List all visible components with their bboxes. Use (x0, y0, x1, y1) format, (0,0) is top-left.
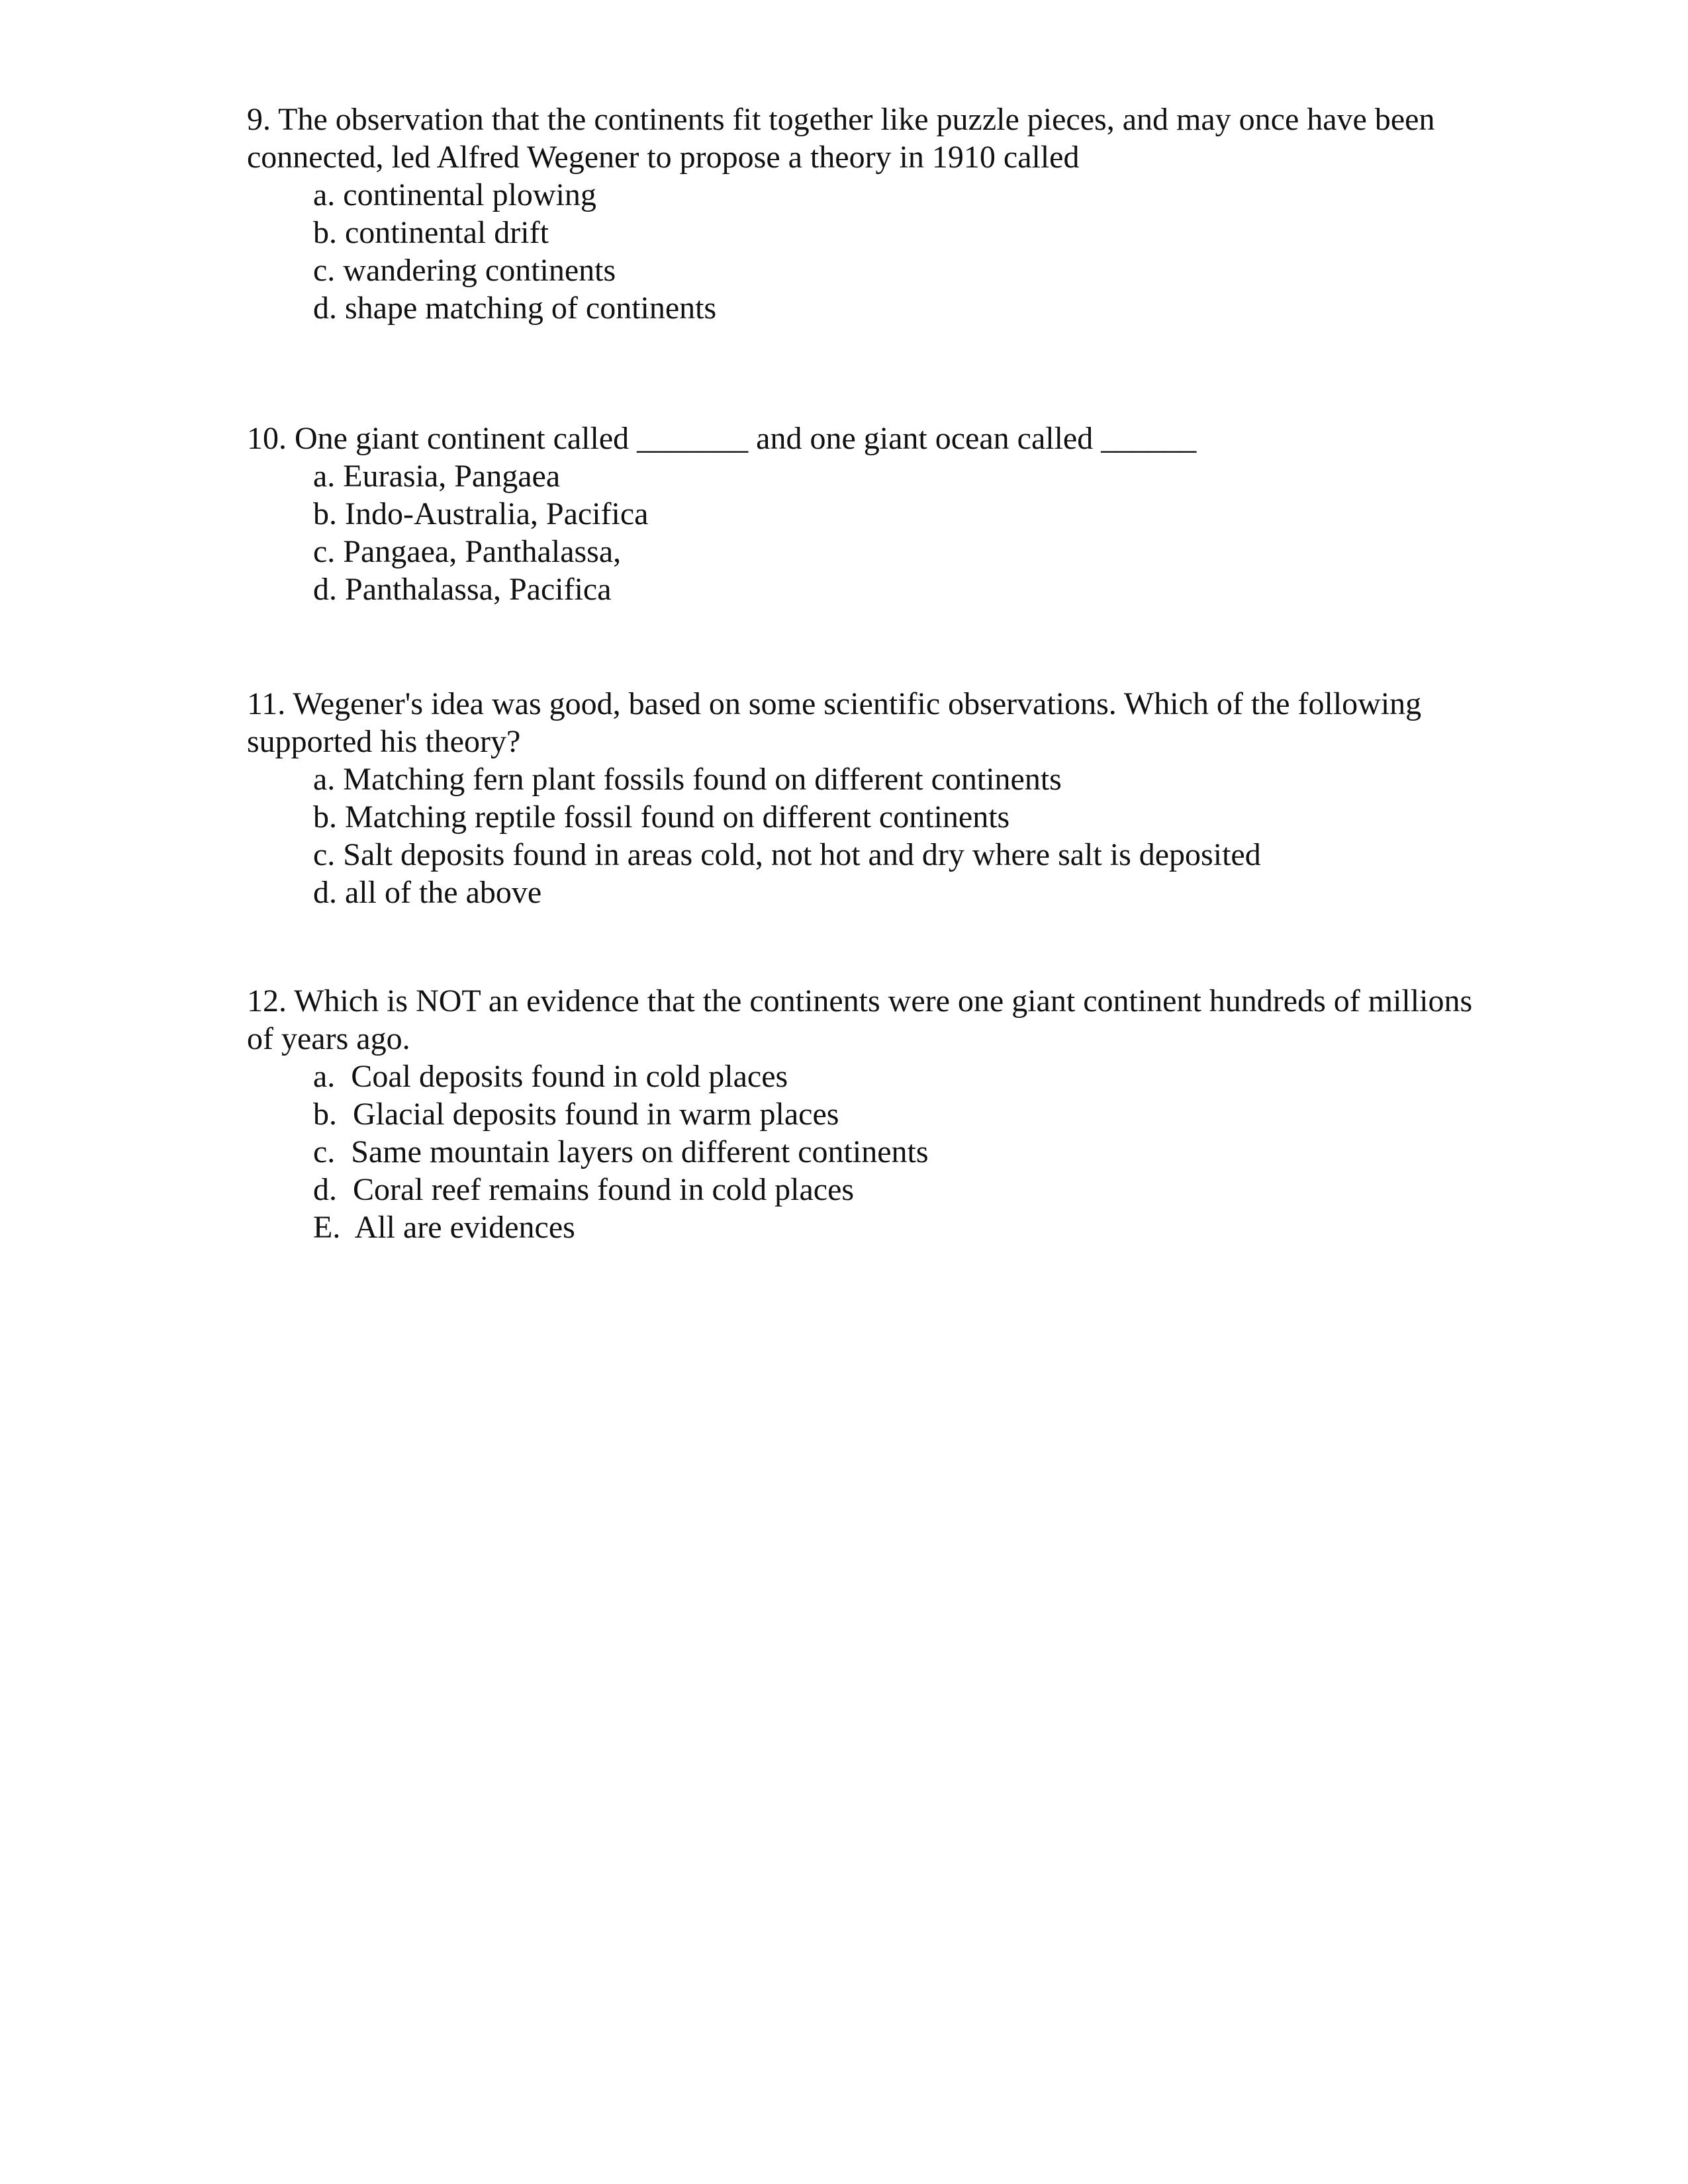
answer-options (247, 760, 1505, 911)
question-text: 9. The observation that the continents fit together like puzzle pieces, and may once have been connected, led Alfred Wegener to propose a theory in 1910 called (247, 102, 1435, 175)
option-a: a. continental plowing (313, 177, 596, 212)
option-a: a. Coal deposits found in cold places (313, 1059, 788, 1094)
option-d: d. Coral reef remains found in cold places (313, 1172, 855, 1207)
question-11 (247, 685, 1505, 911)
option-e: E. All are evidences (313, 1210, 575, 1245)
option-a: a. Eurasia, Pangaea (313, 459, 561, 494)
option-b: b. Glacial deposits found in warm places (313, 1097, 839, 1132)
question-12 (247, 982, 1505, 1246)
option-d: d. Panthalassa, Pacifica (313, 572, 612, 607)
question-10 (247, 420, 1505, 608)
option-b: b. Matching reptile fossil found on different continents (313, 799, 1010, 835)
answer-options (247, 176, 1505, 327)
option-c: c. Same mountain layers on different continents (313, 1134, 929, 1169)
answer-options (247, 457, 1505, 608)
option-d: d. shape matching of continents (313, 291, 717, 326)
option-c: c. Pangaea, Panthalassa, (313, 534, 622, 569)
option-d: d. all of the above (313, 875, 542, 910)
question-text: 11. Wegener's idea was good, based on some scientific observations. Which of the following supported his theory? (247, 686, 1422, 759)
option-c: c. wandering continents (313, 253, 616, 288)
option-b: b. continental drift (313, 215, 549, 250)
answer-options (247, 1058, 1505, 1246)
question-9 (247, 101, 1505, 327)
question-text: 12. Which is NOT an evidence that the continents were one giant continent hundreds of millions of years ago. (247, 983, 1473, 1056)
option-b: b. Indo-Australia, Pacifica (313, 496, 649, 531)
option-c: c. Salt deposits found in areas cold, not hot and dry where salt is deposited (313, 837, 1261, 872)
question-text: 10. One giant continent called _______ and one giant ocean called ______ (247, 421, 1197, 456)
option-a: a. Matching fern plant fossils found on different continents (313, 762, 1062, 797)
